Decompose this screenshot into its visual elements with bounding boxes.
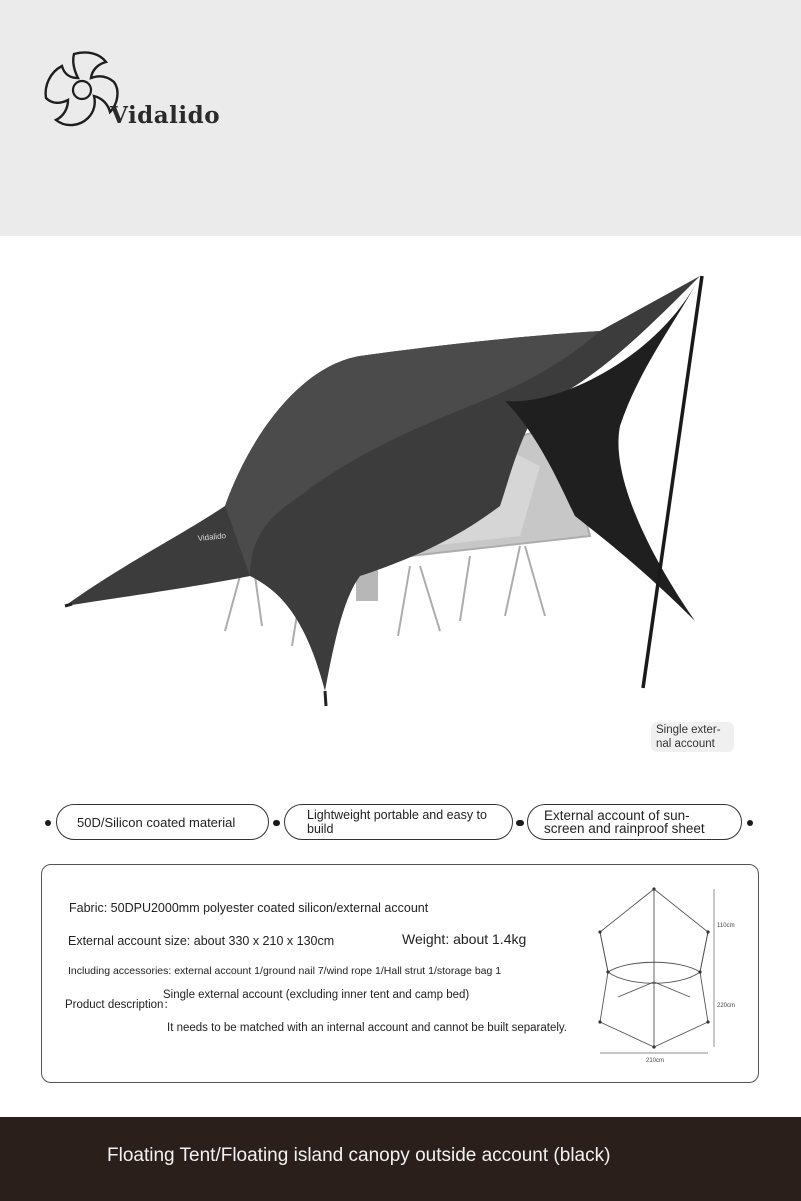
feature-material-label: 50D/Silicon coated material (77, 814, 236, 830)
single-external-account-tag (651, 722, 734, 752)
brand-name: Vidalido (110, 102, 221, 129)
dim-height-top-label: 110cm (717, 923, 735, 929)
feature-sunscreen-label: External account of sun-screen and rainproof sheet (544, 808, 705, 836)
spec-fabric: Fabric: 50DPU2000mm polyester coated silicon/external account (69, 901, 429, 915)
spec-panel (41, 864, 759, 1083)
spec-description-1: Single external account (excluding inner tent and camp bed) (163, 989, 470, 1001)
spec-accessories: Including accessories: external account 1/ground nail 7/wind rope 1/Hall strut 1/storage bag 1 (68, 965, 502, 977)
single-tag-text: Single exter- nal account (656, 724, 721, 750)
bullet-dot-icon (516, 820, 522, 826)
tent-canopy-illustration (0, 236, 801, 796)
svg-text:Vidalido: Vidalido (197, 531, 227, 543)
feature-material (56, 804, 269, 840)
header-banner (0, 0, 801, 236)
dimension-diagram (588, 877, 736, 1067)
tent-hero-image (0, 236, 801, 796)
spec-product-label: Product description： (65, 999, 175, 1011)
feature-portable (284, 804, 513, 840)
bullet-dot-icon (273, 820, 279, 826)
dim-height-side-label: 220cm (717, 1003, 736, 1009)
brand-logo (44, 48, 234, 138)
footer-title: Floating Tent/Floating island canopy outside account (black) (107, 1145, 611, 1166)
spec-description-2: It needs to be matched with an internal account and cannot be built separately. (167, 1022, 567, 1034)
spec-size: External account size: about 330 x 210 x 130cm (68, 934, 335, 948)
bullet-dot-icon (45, 820, 51, 826)
footer-banner (0, 1117, 801, 1201)
spec-weight: Weight: about 1.4kg (402, 931, 527, 947)
feature-sunscreen (527, 804, 742, 840)
dim-width-label: 210cm (646, 1058, 665, 1064)
feature-portable-label: Lightweight portable and easy to build (307, 808, 487, 836)
bullet-dot-icon (747, 820, 753, 826)
